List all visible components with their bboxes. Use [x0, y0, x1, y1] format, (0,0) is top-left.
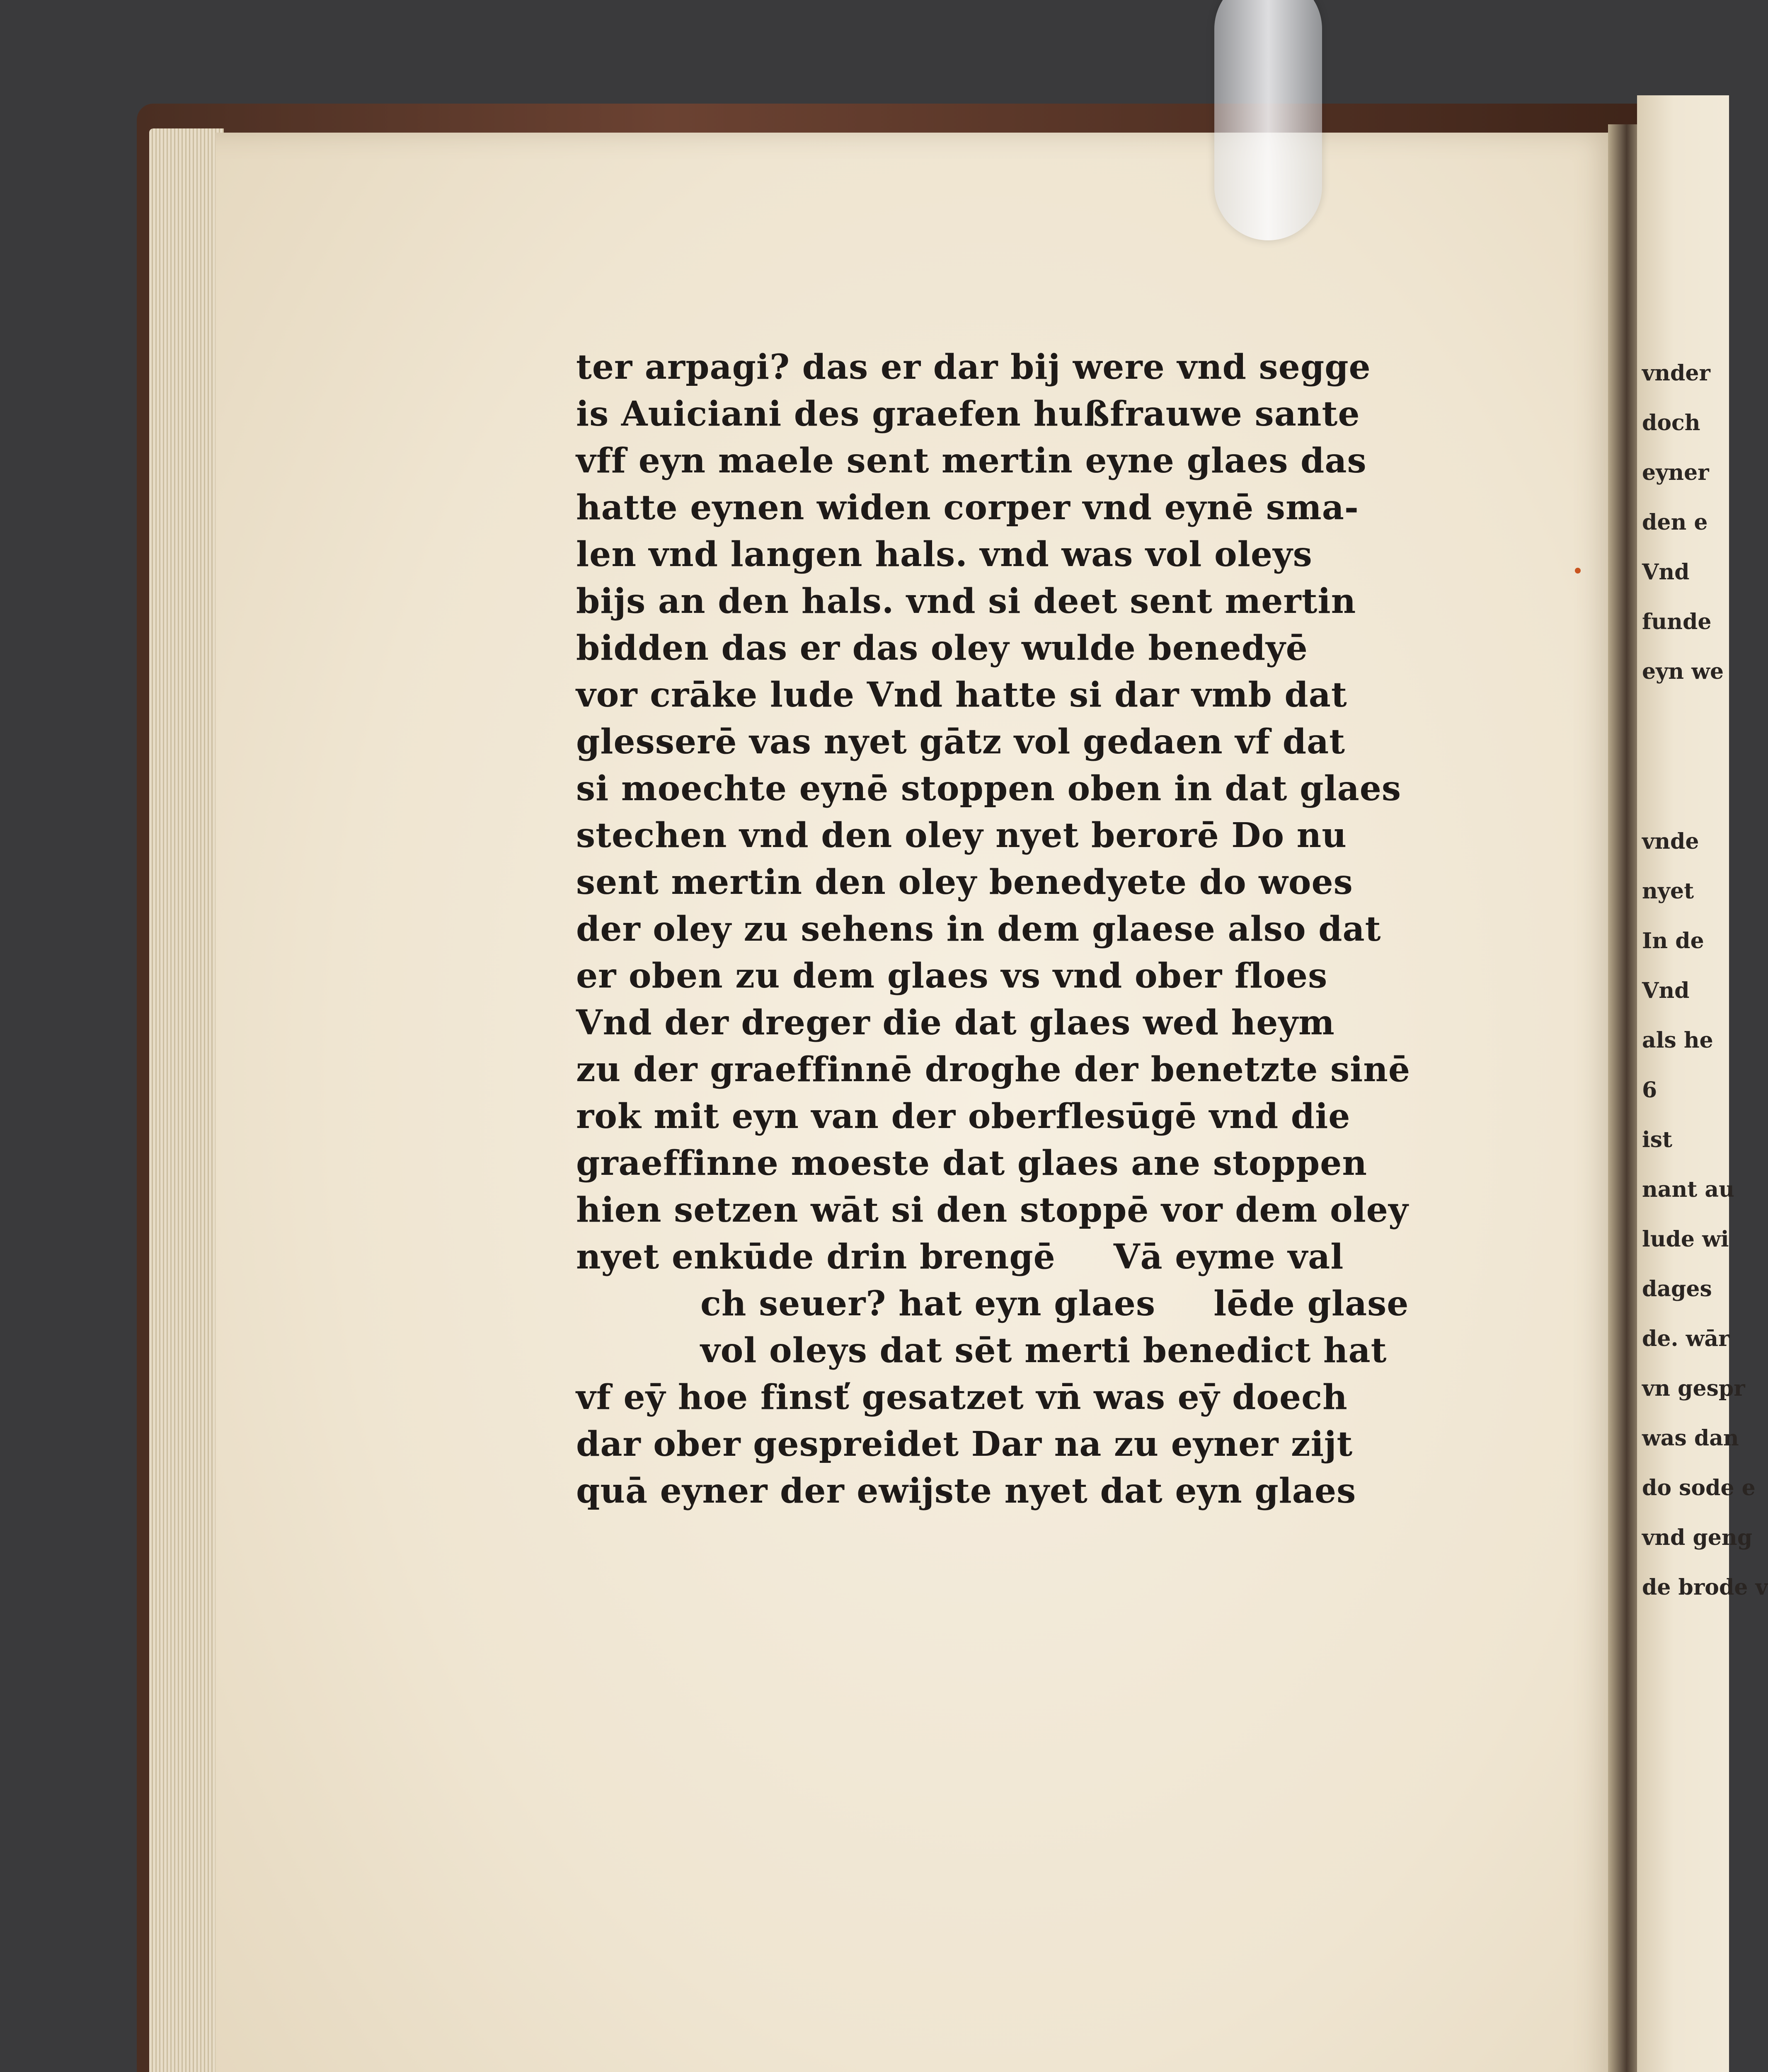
paper-stain [1575, 568, 1581, 574]
text-line: bidden das er das oley wulde benedyē [576, 628, 1308, 668]
text-line: is Auiciani des graefen hußfrauwe sante [576, 394, 1360, 434]
text-line [576, 1234, 1446, 1280]
facing-page-fragment: nyet [1642, 879, 1694, 904]
facing-page-fragment: lude wi [1642, 1227, 1729, 1252]
text-line: len vnd langen hals. vnd was vol oleys [576, 535, 1313, 574]
book-clip-top [1214, 0, 1322, 240]
text-line: hatte eynen widen corper vnd eynē sma- [576, 488, 1359, 528]
facing-page-fragment: den e [1642, 510, 1708, 535]
text-line: si moechte eynē stoppen oben in dat glaes [576, 769, 1402, 808]
facing-page-fragment: vn gespr [1642, 1376, 1745, 1401]
text-line: er oben zu dem glaes vs vnd ober floes [576, 956, 1328, 996]
page-block-edges [149, 128, 224, 2072]
text-line: graeffinne moeste dat glaes ane stoppen [576, 1143, 1367, 1183]
text-line: bijs an den hals. vnd si deet sent mertin [576, 581, 1356, 621]
text-line: vf eȳ hoe finsť gesatzet vn̄ was eȳ doech [576, 1377, 1348, 1417]
text-line: vol oleys dat sēt merti benedict hat [700, 1331, 1387, 1370]
facing-page-fragment: vnd geng [1642, 1525, 1753, 1550]
text-line [576, 1280, 1446, 1327]
text-line: glesserē vas nyet gātz vol gedaen vf dat [576, 722, 1346, 762]
text-line: ter arpagi? das er dar bij were vnd segge [576, 347, 1371, 387]
page-text-body [576, 344, 1446, 1515]
text-line: quā eyner der ewijste nyet dat eyn glaes [576, 1471, 1356, 1511]
facing-page-fragment: Vnd [1642, 559, 1690, 585]
text-line: hien setzen wāt si den stoppē vor dem oley [576, 1190, 1409, 1230]
facing-page-fragment: eyn we [1642, 659, 1724, 684]
facing-page-fragment: eyner [1642, 460, 1709, 485]
chapter-heading-start: Vā eyme val [1113, 1237, 1344, 1277]
chapter-heading: ch seuer? hat eyn glaes [700, 1284, 1156, 1324]
text-line: rok mit eyn van der oberflesūgē vnd die [576, 1097, 1351, 1136]
text-line: Vnd der dreger die dat glaes wed heym [576, 1003, 1335, 1043]
text-segment: lēde glase [1213, 1284, 1409, 1324]
text-line: vor crāke lude Vnd hatte si dar vmb dat [576, 675, 1347, 715]
facing-page-fragment: was dan [1642, 1426, 1739, 1451]
facing-page-fragment: ist [1642, 1127, 1673, 1152]
facing-page-fragment: als he [1642, 1028, 1713, 1053]
facing-page-fragment: dages [1642, 1276, 1712, 1302]
facing-page-fragment: 6 [1642, 1077, 1657, 1103]
facing-page-fragment: de. wār [1642, 1326, 1730, 1351]
text-line: stechen vnd den oley nyet berorē Do nu [576, 816, 1347, 855]
text-segment: nyet enkūde drin brengē [576, 1237, 1056, 1277]
text-line: sent mertin den oley benedyete do woes [576, 862, 1353, 902]
facing-page-fragment: funde [1642, 609, 1712, 634]
facing-page-fragment: doch [1642, 410, 1700, 436]
text-line: zu der graeffinnē droghe der benetzte sinē [576, 1050, 1411, 1089]
facing-page-fragment: de brode v [1642, 1575, 1768, 1600]
facing-page-fragment: nant au [1642, 1177, 1734, 1202]
facing-page-fragment: In de [1642, 928, 1704, 954]
text-line: vff eyn maele sent mertin eyne glaes das [576, 441, 1367, 481]
text-line: dar ober gespreidet Dar na zu eyner zijt [576, 1424, 1353, 1464]
facing-page [1637, 95, 1768, 2072]
facing-page-fragment: vnder [1642, 361, 1710, 386]
facing-page-fragment: Vnd [1642, 978, 1690, 1003]
facing-page-fragment: vnde [1642, 829, 1699, 854]
text-line: der oley zu sehens in dem glaese also dat [576, 909, 1381, 949]
facing-page-fragment: do sode e [1642, 1475, 1756, 1501]
